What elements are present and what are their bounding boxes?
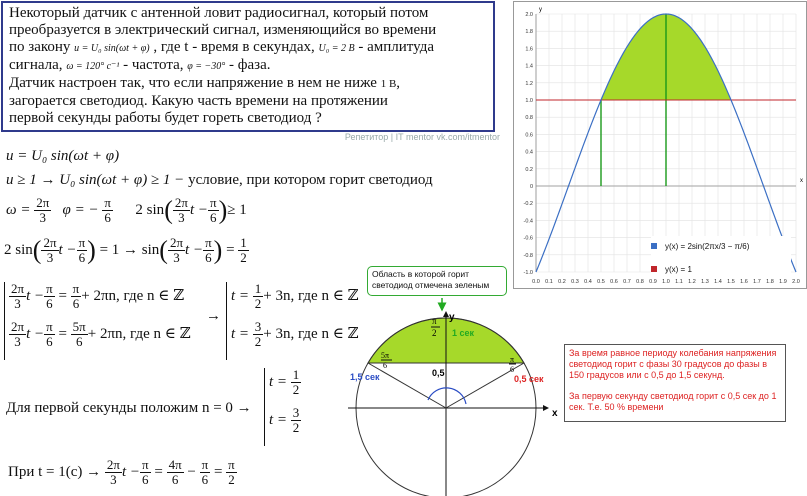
- y-tick-label: 1.6: [525, 46, 533, 53]
- x-tick-label: 0.3: [571, 279, 579, 285]
- y-tick-label: -0.8: [523, 252, 533, 259]
- svg-text:5π: 5π: [381, 351, 390, 360]
- y-tick-label: 0.4: [525, 149, 533, 156]
- watermark: Репетитор | IT mentor vk.com/itmentor: [344, 132, 500, 142]
- label-chord: 0,5: [432, 368, 445, 378]
- svg-text:π: π: [432, 316, 437, 326]
- legend-line: y(x) = 1: [665, 265, 692, 274]
- y-tick-label: -0.2: [523, 201, 533, 208]
- cases-arrow: →: [206, 308, 221, 324]
- note-paragraph-2: За первую секунду светодиод горит с 0,5 сек до 1 сек. Т.е. 50 % времени: [569, 391, 777, 412]
- y-tick-label: -1.0: [523, 270, 533, 276]
- y-tick-label: 1.4: [525, 63, 533, 70]
- eq-sin: 2 sin( $\frac{2\pi}{3}$ t − $\frac{\pi}{6}$ ) = 1 → sin( $\frac{2\pi}{3}$ t − $\frac{\pi}{6}$ ) = $\frac{1}{2}$: [4, 235, 247, 265]
- y-tick-label: -0.4: [523, 218, 533, 225]
- y-tick-label: 0.8: [525, 115, 533, 122]
- cases-left: $\frac{2\pi}{3}$ t − $\frac{\pi}{6}$ = $\frac{\pi}{6}$ + 2πn, где n ∈ ℤ $\frac{2\pi}{3}$ t − $\frac{\pi}{6}$ = $\frac{5\pi}{6}$ + 2πn, где n ∈ ℤ: [4, 282, 191, 360]
- x-tick-label: 1.4: [714, 279, 722, 285]
- chart-y-label: y: [539, 7, 542, 13]
- eq-at-t1: При t = 1(c) → $\frac{2\pi}{3}$ t − $\frac{\pi}{6}$ = $\frac{4\pi}{6}$ − $\frac{\pi}{6}$ = $\frac{\pi}{2}$: [8, 457, 235, 487]
- x-tick-label: 1.7: [753, 279, 761, 285]
- problem-line: Датчик настроен так, что если напряжение в нем не ниже 1 В,: [9, 75, 401, 91]
- y-tick-label: 0: [529, 184, 533, 190]
- x-tick-label: 1.2: [688, 279, 696, 285]
- x-tick-label: 0.8: [636, 279, 644, 285]
- x-tick-label: 1.9: [779, 279, 787, 285]
- problem-line: Некоторый датчик с антенной ловит радиосигнал, который потом: [9, 5, 429, 21]
- y-tick-label: 0.2: [525, 166, 533, 173]
- legend-red-swatch: [651, 266, 657, 272]
- eq-law: u = U₀ sin(ωt + φ): [6, 148, 120, 164]
- y-tick-label: 1.0: [525, 98, 533, 104]
- x-tick-label: 1.8: [766, 279, 774, 285]
- conclusion-note: [564, 344, 786, 422]
- problem-box: [1, 1, 495, 132]
- problem-line: преобразуется в электрический сигнал, изменяющийся во времени: [9, 22, 437, 38]
- circle-y-label: y: [449, 312, 455, 323]
- phase: φ = −30°: [187, 61, 226, 72]
- x-tick-label: 1.6: [740, 279, 748, 285]
- cases-right: t = $\frac{1}{2}$ + 3n, где n ∈ ℤ t = $\frac{3}{2}$ + 3n, где n ∈ ℤ: [226, 282, 359, 360]
- unit-circle-diagram: [348, 296, 560, 496]
- y-tick-label: 1.2: [525, 80, 533, 87]
- x-tick-label: 0.2: [558, 279, 566, 285]
- frequency: ω = 120° c⁻¹: [66, 61, 120, 72]
- graph-legend: [651, 236, 791, 278]
- y-tick-label: 0.6: [525, 132, 533, 139]
- svg-text:π: π: [510, 355, 515, 364]
- angle-arc: [428, 388, 466, 404]
- x-tick-label: 0.9: [649, 279, 657, 285]
- problem-line: загорается светодиод. Какую часть времени на протяжении: [9, 93, 388, 109]
- law-formula: u = U₀ sin(ωt + φ): [74, 43, 150, 54]
- svg-text:6: 6: [510, 365, 514, 374]
- x-tick-label: 0.6: [610, 279, 618, 285]
- cases-n0: t = $\frac{1}{2}$ t = $\frac{3}{2}$: [264, 368, 301, 446]
- y-tick-label: 1.8: [525, 29, 533, 36]
- x-tick-label: 0.4: [584, 279, 592, 285]
- eq-omega-phi: ω = $\frac{2\pi}{3}$ φ = − $\frac{\pi}{6}$ 2 sin( $\frac{2\pi}{3}$ t − $\frac{\pi}{6}$ )≥ 1: [6, 195, 247, 225]
- legend-sine: y(x) = 2sin(2πx/3 − π/6): [665, 242, 750, 251]
- note-paragraph-1: За время равное периоду колебания напряжения светодиод горит с фазы 30 градусов до фазы в 150 градусов или с 0,5 до 1,5 секунд.: [569, 348, 777, 380]
- x-tick-label: 1.0: [662, 279, 670, 285]
- problem-line: по закону u = U₀ sin(ωt + φ) , где t - время в секундах, U₀ = 2 В - амплитуда: [9, 39, 434, 55]
- svg-text:2: 2: [432, 328, 437, 338]
- circle-x-label: x: [552, 408, 558, 419]
- x-tick-label: 1.1: [675, 279, 683, 285]
- legend-blue-swatch: [651, 243, 657, 249]
- problem-line: сигнала, ω = 120° c⁻¹ - частота, φ = −30° - фаза.: [9, 57, 271, 73]
- x-tick-label: 1.5: [727, 279, 735, 285]
- callout-green-area: Область в которой горит светодиод отмечена зеленым: [367, 266, 507, 296]
- amplitude: U₀ = 2 В: [318, 43, 355, 54]
- svg-text:6: 6: [383, 361, 387, 370]
- y-tick-label: -0.6: [523, 235, 533, 242]
- x-tick-label: 0.5: [597, 279, 605, 285]
- eq-condition: u ≥ 1 → U₀ sin(ωt + φ) ≥ 1 − условие, при котором горит светодиод: [6, 172, 433, 188]
- x-tick-label: 2.0: [792, 279, 800, 285]
- problem-line: первой секунды работы будет гореть светодиод ?: [9, 110, 322, 126]
- label-1-5-sec: 1,5 сек: [350, 372, 380, 382]
- eq-n0: Для первой секунды положим n = 0 →: [6, 400, 252, 416]
- x-tick-label: 0.1: [545, 279, 553, 285]
- threshold: 1 В: [380, 78, 397, 90]
- chart-x-label: x: [800, 178, 803, 184]
- y-tick-label: 2.0: [525, 12, 533, 18]
- x-tick-label: 0.0: [532, 279, 540, 285]
- label-0-5-sec: 0,5 сек: [514, 374, 544, 384]
- x-tick-label: 0.7: [623, 279, 631, 285]
- label-1-sec: 1 сек: [452, 328, 475, 338]
- x-tick-label: 1.3: [701, 279, 709, 285]
